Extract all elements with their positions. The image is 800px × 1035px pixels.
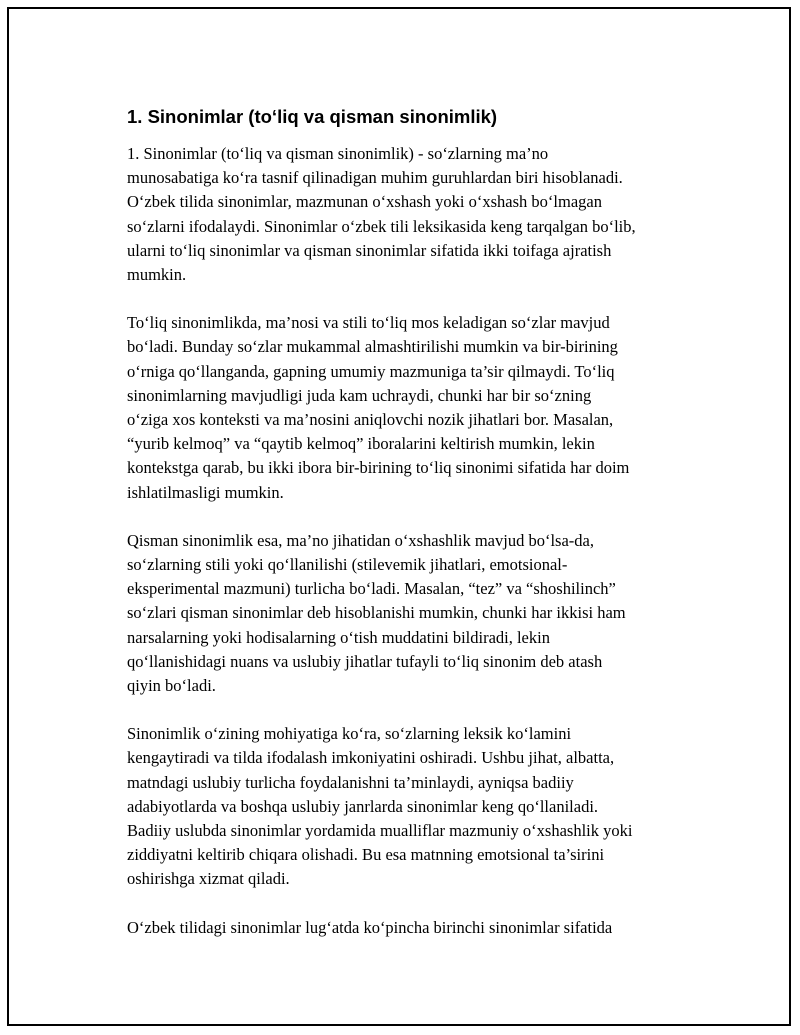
text-line: O‘zbek tilidagi sinonimlar lug‘atda ko‘pincha birinchi sinonimlar sifatida — [127, 917, 613, 937]
paragraph-5 — [127, 916, 697, 940]
text-line: mumkin. — [127, 265, 187, 285]
text-line: kengaytiradi va tilda ifodalash imkoniyatini oshiradi. Ushbu jihat, albatta, — [127, 748, 615, 768]
text-line: ularni to‘liq sinonimlar va qisman sinonimlar sifatida ikki toifaga ajratish — [127, 240, 612, 260]
text-line: o‘rniga qo‘llanganda, gapning umumiy mazmuniga ta’sir qilmaydi. To‘liq — [127, 361, 615, 381]
document-title: 1. Sinonimlar (to‘liq va qisman sinonimlik) — [127, 106, 498, 127]
document-body — [127, 104, 697, 964]
text-line: narsalarning yoki hodisalarning o‘tish muddatini bildiradi, lekin — [127, 627, 550, 647]
text-line: so‘zlarning stili yoki qo‘llanilishi (stilevemik jihatlari, emotsional- — [127, 555, 568, 575]
text-line: eksperimental mazmuni) turlicha bo‘ladi. Masalan, “tez” va “shoshilinch” — [127, 579, 616, 599]
text-line: qo‘llanishidagi nuans va uslubiy jihatlar tufayli to‘liq sinonim deb atash — [127, 651, 603, 671]
text-line: so‘zlarni ifodalaydi. Sinonimlar o‘zbek tili leksikasida keng tarqalgan bo‘lib, — [127, 216, 636, 236]
paragraph-4 — [127, 722, 697, 891]
text-line: Badiiy uslubda sinonimlar yordamida mualliflar mazmuniy o‘xshashlik yoki — [127, 821, 633, 841]
text-line: munosabatiga ko‘ra tasnif qilinadigan muhim guruhlardan biri hisoblanadi. — [127, 168, 623, 188]
paragraph-1 — [127, 142, 697, 287]
text-line: sinonimlarning mavjudligi juda kam uchraydi, chunki har bir so‘zning — [127, 385, 592, 405]
text-line: Qisman sinonimlik esa, ma’no jihatidan o‘xshashlik mavjud bo‘lsa-da, — [127, 530, 594, 550]
page-border — [7, 7, 791, 1026]
text-line: oshirishga xizmat qiladi. — [127, 869, 290, 889]
text-line: O‘zbek tilida sinonimlar, mazmunan o‘xshash yoki o‘xshash bo‘lmagan — [127, 192, 602, 212]
text-line: qiyin bo‘ladi. — [127, 676, 216, 696]
text-line: kontekstga qarab, bu ikki ibora bir-birining to‘liq sinonimi sifatida har doim — [127, 458, 630, 478]
text-line: o‘ziga xos konteksti va ma’nosini aniqlovchi nozik jihatlari bor. Masalan, — [127, 410, 614, 430]
text-line: “yurib kelmoq” va “qaytib kelmoq” iboralarini keltirish mumkin, lekin — [127, 434, 595, 454]
text-line: ziddiyatni keltirib chiqara olishadi. Bu esa matnning emotsional ta’sirini — [127, 845, 605, 865]
text-line: ishlatilmasligi mumkin. — [127, 482, 284, 502]
text-line: matndagi uslubiy turlicha foydalanishni ta’minlaydi, ayniqsa badiiy — [127, 772, 574, 792]
text-line: so‘zlari qisman sinonimlar deb hisoblanishi mumkin, chunki har ikkisi ham — [127, 603, 626, 623]
paragraph-2 — [127, 311, 697, 505]
text-line: Sinonimlik o‘zining mohiyatiga ko‘ra, so‘zlarning leksik ko‘lamini — [127, 724, 572, 744]
text-line: adabiyotlarda va boshqa uslubiy janrlarda sinonimlar keng qo‘llaniladi. — [127, 796, 599, 816]
text-line: bo‘ladi. Bunday so‘zlar mukammal almashtirilishi mumkin va bir-birining — [127, 337, 618, 357]
text-line: 1. Sinonimlar (to‘liq va qisman sinonimlik) - so‘zlarning ma’no — [127, 144, 549, 163]
text-line: To‘liq sinonimlikda, ma’nosi va stili to‘liq mos keladigan so‘zlar mavjud — [127, 313, 610, 333]
paragraph-3 — [127, 529, 697, 698]
